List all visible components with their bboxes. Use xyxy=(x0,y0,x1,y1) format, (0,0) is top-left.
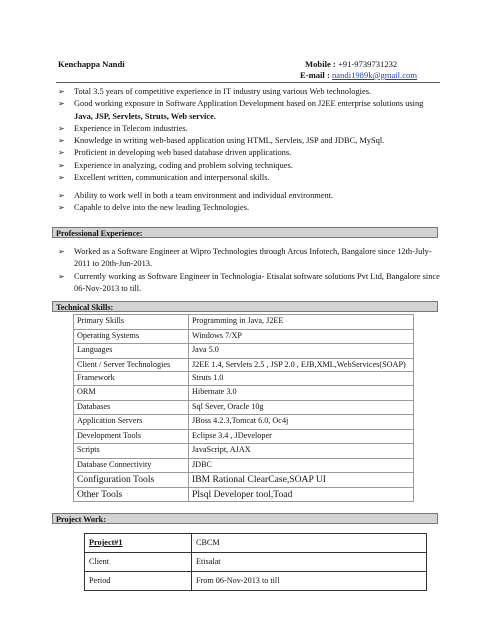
summary-item: ➢ Proficient in developing web based database driven applications. xyxy=(58,147,440,159)
email-row xyxy=(300,70,417,81)
table-row: Primary Skills Programming in Java, J2EE xyxy=(74,315,414,330)
arrow-bullet-icon: ➢ xyxy=(58,160,65,170)
arrow-bullet-icon: ➢ xyxy=(58,203,65,213)
experience-item: ➢ Worked as a Software Engineer at Wipro Technologies through Arcus Infotech, Bangalore since 12th-July-2011 to 20th-Jun-2013. xyxy=(58,247,432,269)
arrow-bullet-icon: ➢ xyxy=(58,148,65,158)
table-row: Scripts JavaScript, AJAX xyxy=(74,444,414,459)
table-row: Languages Java 5.0 xyxy=(74,344,414,359)
experience-list xyxy=(58,246,440,295)
technical-skills-table xyxy=(73,314,414,502)
table-row: Configuration Tools IBM Rational ClearCase,SOAP UI xyxy=(74,473,414,488)
email-label: E-mail : xyxy=(300,70,330,80)
summary-item: ➢ Total 3.5 years of competitive experience in IT industry using various Web technologies. xyxy=(58,86,440,98)
contact-block xyxy=(300,59,417,81)
arrow-bullet-icon: ➢ xyxy=(58,87,65,96)
table-row: Operating Systems Windows 7/XP xyxy=(74,329,414,344)
experience-item: ➢ Currently working as Software Engineer in Technologia- Etisalat software solutions Pvt Ltd, Bangalore since 06-Nov-2013 to till. xyxy=(58,271,440,293)
header-divider xyxy=(56,82,440,83)
summary-item: ➢ Good working exposure in Software Application Development based on J2EE enterprise solutions using Java, JSP, Servlets, Struts, Web service. xyxy=(58,99,424,121)
arrow-bullet-icon: ➢ xyxy=(58,173,65,183)
section-technical-skills: Technical Skills: xyxy=(52,301,438,312)
table-row: ORM Hibernate 3.0 xyxy=(74,386,414,401)
table-row: Database Connectivity JDBC xyxy=(74,458,414,473)
summary-item: ➢ Excellent written, communication and interpersonal skills. xyxy=(58,172,440,184)
project-table xyxy=(84,533,427,591)
table-row: Period From 06-Nov-2013 to till xyxy=(85,572,427,591)
email-link[interactable]: nandi1989k@gmail.com xyxy=(332,70,418,80)
summary-item: ➢ Ability to work well in both a team environment and individual environment. xyxy=(58,190,440,202)
summary-list-2 xyxy=(58,190,440,215)
mobile-number: +91-9739731232 xyxy=(337,59,398,69)
candidate-name: Kenchappa Nandi xyxy=(58,59,125,69)
arrow-bullet-icon: ➢ xyxy=(58,123,65,133)
arrow-bullet-icon: ➢ xyxy=(58,271,65,281)
table-row: Other Tools Plsql Developer tool,Toad xyxy=(74,487,414,502)
table-row: Project#1 CBCM xyxy=(85,534,427,553)
arrow-bullet-icon: ➢ xyxy=(58,99,65,109)
summary-item: ➢ Capable to delve into the new leading Technologies. xyxy=(58,202,440,214)
mobile-row xyxy=(300,59,417,70)
arrow-bullet-icon: ➢ xyxy=(58,136,65,146)
summary-item: ➢ Knowledge in writing web-based application using HTML, Servlets, JSP and JDBC, MySql. xyxy=(58,135,440,147)
table-row: Client / Server Technologies J2EE 1.4, Servlets 2.5 , JSP 2.0 , EJB,XML,WebServices(SOAP) xyxy=(74,358,414,371)
summary-item: ➢ Experience in Telecom industries. xyxy=(58,123,440,135)
mobile-label: Mobile : xyxy=(305,59,336,69)
table-row: Framework Struts 1.0 xyxy=(74,371,414,386)
table-row: Application Servers JBoss 4.2.3,Tomcat 6.0, Oc4j xyxy=(74,415,414,430)
arrow-bullet-icon: ➢ xyxy=(58,247,65,256)
arrow-bullet-icon: ➢ xyxy=(58,191,65,200)
table-row: Client Etisalat xyxy=(85,553,427,572)
table-row: Development Tools Eclipse 3.4 , JDeveloper xyxy=(74,429,414,444)
section-project-work: Project Work: xyxy=(52,513,438,524)
table-row: Databases Sql Sever, Oracle 10g xyxy=(74,400,414,415)
summary-item: ➢ Experience in analyzing, coding and problem solving techniques. xyxy=(58,160,440,172)
section-professional-experience: Professional Experience: xyxy=(52,227,438,238)
summary-list xyxy=(58,86,440,184)
